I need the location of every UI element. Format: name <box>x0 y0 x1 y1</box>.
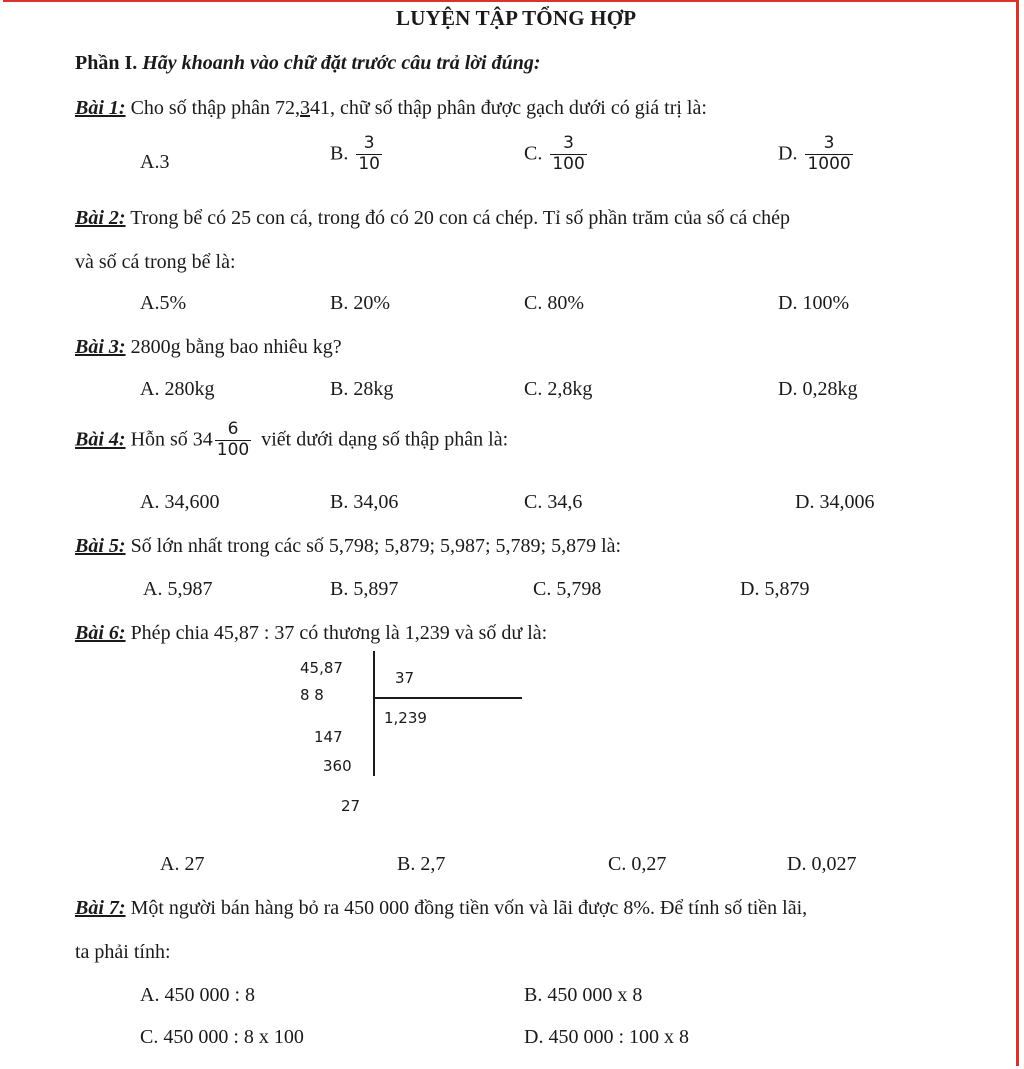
part1-heading <box>75 52 541 75</box>
bai5-label: Bài 5: <box>75 535 126 557</box>
bai5-text: Số lớn nhất trong các số 5,798; 5,879; 5,987; 5,789; 5,879 là: <box>125 535 622 557</box>
division-vertical-line <box>373 651 375 776</box>
bai7-text1: Một người bán hàng bỏ ra 450 000 đồng tiền vốn và lãi được 8%. Để tính số tiền lãi, <box>125 897 808 919</box>
bai2-option-d[interactable]: D. 100% <box>778 292 850 314</box>
bai1-d-denominator: 1000 <box>807 153 851 174</box>
bai1-c-numerator: 3 <box>563 133 574 153</box>
bai4-question <box>75 420 508 460</box>
bai1-question <box>75 97 707 120</box>
division-step3: 360 <box>323 757 352 775</box>
bai1-b-denominator: 10 <box>358 153 380 174</box>
bai4-text-pre: Hỗn số 34 <box>125 428 213 451</box>
bai5-option-d[interactable]: D. 5,879 <box>740 578 810 600</box>
bai7-question-line1 <box>75 897 807 920</box>
bai1-d-prefix: D. <box>778 142 798 165</box>
bai5-question <box>75 535 621 558</box>
bai6-question <box>75 622 547 645</box>
bai7-option-c[interactable]: C. 450 000 : 8 x 100 <box>140 1026 304 1048</box>
bai6-option-d[interactable]: D. 0,027 <box>787 853 857 875</box>
bai2-option-b[interactable]: B. 20% <box>330 292 390 314</box>
bai3-label: Bài 3: <box>75 336 126 358</box>
bai6-option-c[interactable]: C. 0,27 <box>608 853 667 875</box>
bai4-fraction-numerator: 6 <box>227 419 239 439</box>
bai2-question-line2: và số cá trong bể là: <box>75 251 236 273</box>
bai1-c-denominator: 100 <box>552 153 585 174</box>
bai5-option-b[interactable]: B. 5,897 <box>330 578 399 600</box>
division-horizontal-line <box>373 697 522 699</box>
bai3-option-c[interactable]: C. 2,8kg <box>524 378 593 400</box>
bai3-option-a[interactable]: A. 280kg <box>140 378 215 400</box>
bai7-option-b[interactable]: B. 450 000 x 8 <box>524 984 643 1006</box>
bai6-option-a[interactable]: A. 27 <box>160 853 205 875</box>
bai6-option-b[interactable]: B. 2,7 <box>397 853 446 875</box>
bai3-text: 2800g bằng bao nhiêu kg? <box>125 336 342 358</box>
bai3-question <box>75 336 342 359</box>
bai1-text-pre: Cho số thập phân 72, <box>125 97 300 119</box>
bai4-text-post: viết dưới dạng số thập phân là: <box>261 428 509 451</box>
bai3-option-d[interactable]: D. 0,28kg <box>778 378 858 400</box>
bai1-option-d[interactable] <box>778 134 853 174</box>
bai1-d-numerator: 3 <box>823 133 835 153</box>
division-dividend: 45,87 <box>300 659 343 677</box>
bai1-text-post: 41, chữ số thập phân được gạch dưới có giá trị là: <box>310 97 707 119</box>
bai7-question-line2: ta phải tính: <box>75 941 171 963</box>
bai1-b-prefix: B. <box>330 142 349 165</box>
part1-label: Phần I. <box>75 52 138 74</box>
bai4-option-a[interactable]: A. 34,600 <box>140 491 220 513</box>
bai6-label: Bài 6: <box>75 622 126 644</box>
part1-instruction: Hãy khoanh vào chữ đặt trước câu trả lời đúng: <box>142 52 541 74</box>
division-step2: 147 <box>314 728 343 746</box>
bai4-option-c[interactable]: C. 34,6 <box>524 491 583 513</box>
division-remainder: 27 <box>341 797 361 815</box>
bai1-c-prefix: C. <box>524 142 543 165</box>
bai1-b-numerator: 3 <box>363 133 375 153</box>
bai3-option-b[interactable]: B. 28kg <box>330 378 394 400</box>
bai7-option-a[interactable]: A. 450 000 : 8 <box>140 984 255 1006</box>
bai5-option-c[interactable]: C. 5,798 <box>533 578 602 600</box>
bai4-fraction-denominator: 100 <box>216 439 250 460</box>
bai2-question-line1 <box>75 207 790 230</box>
bai4-option-d[interactable]: D. 34,006 <box>795 491 875 513</box>
bai1-option-a[interactable]: A.3 <box>140 151 170 173</box>
bai1-label: Bài 1: <box>75 97 126 119</box>
bai1-option-b[interactable] <box>330 134 382 174</box>
bai6-text: Phép chia 45,87 : 37 có thương là 1,239 và số dư là: <box>125 622 548 644</box>
bai2-text1: Trong bể có 25 con cá, trong đó có 20 con cá chép. Tỉ số phần trăm của số cá chép <box>125 207 791 229</box>
page-title: LUYỆN TẬP TỔNG HỢP <box>396 6 637 30</box>
bai2-option-c[interactable]: C. 80% <box>524 292 584 314</box>
bai5-option-a[interactable]: A. 5,987 <box>143 578 213 600</box>
division-step1: 8 8 <box>300 686 324 704</box>
bai4-label: Bài 4: <box>75 428 126 451</box>
bai2-option-a[interactable]: A.5% <box>140 292 187 314</box>
division-quotient: 1,239 <box>384 709 427 727</box>
bai7-option-d[interactable]: D. 450 000 : 100 x 8 <box>524 1026 689 1048</box>
bai4-option-b[interactable]: B. 34,06 <box>330 491 399 513</box>
bai1-option-c[interactable] <box>524 134 587 174</box>
bai7-label: Bài 7: <box>75 897 126 919</box>
bai1-underlined-digit: 3 <box>300 97 310 119</box>
division-divisor: 37 <box>395 669 415 687</box>
bai2-label: Bài 2: <box>75 207 126 229</box>
